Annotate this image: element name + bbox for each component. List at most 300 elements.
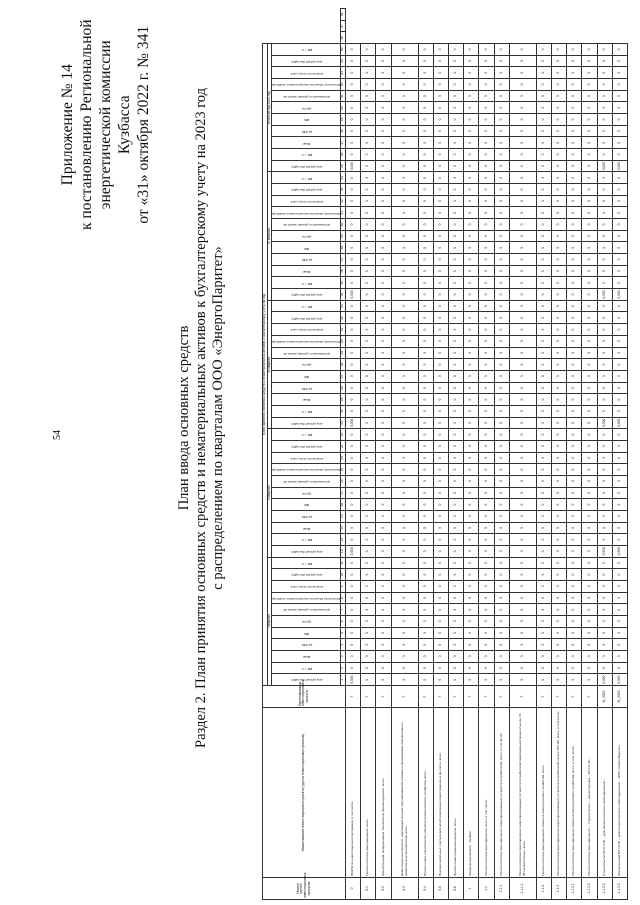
unit-header: другое <box>272 230 341 242</box>
value-cell: 0 <box>391 627 418 639</box>
row-number: 1.1 <box>479 878 494 900</box>
value-cell: 0 <box>597 347 612 359</box>
value-cell: 0 <box>433 114 448 126</box>
value-cell: 0 <box>479 195 494 207</box>
value-cell: 0 <box>391 277 418 289</box>
value-cell: 0 <box>449 674 464 686</box>
value-cell: 0 <box>391 522 418 534</box>
value-cell: 0 <box>582 207 597 219</box>
value-cell: 0 <box>582 90 597 102</box>
value-cell: 0 <box>582 464 597 476</box>
column-index: 2 <box>341 662 346 674</box>
value-cell: 0 <box>376 499 391 511</box>
value-cell: 0 <box>464 604 479 616</box>
column-index: 16 <box>341 499 346 511</box>
value-cell: 0 <box>567 137 582 149</box>
value-cell: 0 <box>509 650 536 662</box>
value-cell: 0 <box>612 219 627 231</box>
column-index: 26 <box>341 382 346 394</box>
value-cell: 0 <box>391 604 418 616</box>
value-cell: 0 <box>479 289 494 301</box>
header-q2: II квартал <box>267 429 272 557</box>
value-cell: 0 <box>552 242 567 254</box>
table-row <box>449 9 464 900</box>
value-cell: 0 <box>582 160 597 172</box>
value-cell: 0 <box>433 137 448 149</box>
value-cell: 0 <box>612 102 627 114</box>
value-cell: 0 <box>582 44 597 56</box>
value-cell: 0 <box>597 440 612 452</box>
row-id: Г <box>479 686 494 708</box>
row-name: Технологическое присоединение энергопринимающих устройств потребителей максимальной мощностью до 15 кВт включительно, всего <box>509 708 536 878</box>
value-cell: 0 <box>479 510 494 522</box>
value-cell: 0 <box>612 114 627 126</box>
value-cell: 0 <box>376 464 391 476</box>
value-cell: 0 <box>464 382 479 394</box>
value-cell: 0 <box>536 359 551 371</box>
value-cell: 0 <box>376 195 391 207</box>
value-cell: 0 <box>567 67 582 79</box>
value-cell: 0 <box>449 604 464 616</box>
value-cell: 0 <box>449 394 464 406</box>
value-cell: 0 <box>391 557 418 569</box>
value-cell: 0 <box>361 429 376 441</box>
page-number: 54 <box>52 430 63 440</box>
value-cell: 0 <box>552 452 567 464</box>
value-cell: 0 <box>536 102 551 114</box>
value-cell: 0 <box>567 184 582 196</box>
value-cell: 0 <box>582 534 597 546</box>
unit-header: МВт <box>272 114 341 126</box>
value-cell: 0 <box>494 452 509 464</box>
row-number: 1.1.3.2 <box>597 878 612 900</box>
value-cell: 0 <box>479 149 494 161</box>
value-cell: 0 <box>552 359 567 371</box>
row-number: 0 <box>346 878 361 900</box>
value-cell: 0 <box>376 452 391 464</box>
value-cell: 0 <box>449 580 464 592</box>
value-cell: 0 <box>433 242 448 254</box>
value-cell: 0 <box>433 639 448 651</box>
value-cell: 0 <box>361 125 376 137</box>
value-cell: 0 <box>479 429 494 441</box>
value-cell: 0 <box>582 335 597 347</box>
row-id: Г <box>509 686 536 708</box>
value-cell: 0,000 <box>346 545 361 557</box>
value-cell: 0 <box>449 149 464 161</box>
value-cell: 0 <box>361 137 376 149</box>
value-cell: 0 <box>346 184 361 196</box>
value-cell: 0 <box>567 347 582 359</box>
row-id: Г <box>433 686 448 708</box>
value-cell: 0 <box>376 650 391 662</box>
value-cell: 0 <box>582 592 597 604</box>
row-id: Г <box>494 686 509 708</box>
value-cell: 0 <box>479 650 494 662</box>
value-cell: 0 <box>552 137 567 149</box>
value-cell: 0 <box>494 394 509 406</box>
value-cell: 0 <box>479 160 494 172</box>
row-name: Технологическое присоединение, всего <box>361 708 376 878</box>
value-cell: 0 <box>433 452 448 464</box>
value-cell: 0 <box>494 429 509 441</box>
value-cell: 0 <box>597 219 612 231</box>
value-cell: 0 <box>552 347 567 359</box>
value-cell: 0 <box>361 639 376 651</box>
value-cell: 0 <box>361 347 376 359</box>
value-cell: 0 <box>449 90 464 102</box>
value-cell: 0 <box>494 487 509 499</box>
value-cell: 0 <box>418 429 433 441</box>
value-cell: 0 <box>509 254 536 266</box>
value-cell: 0 <box>418 604 433 616</box>
value-cell: 0 <box>494 464 509 476</box>
value-cell: 0 <box>536 160 551 172</box>
value-cell: 0 <box>433 289 448 301</box>
value-cell: 0 <box>361 195 376 207</box>
unit-header: Количество объектов электросетевого хозяйства <box>272 464 341 476</box>
unit-header: количество точек учета <box>272 324 341 336</box>
value-cell: 0 <box>552 160 567 172</box>
value-cell: 0 <box>376 90 391 102</box>
value-cell: 0 <box>361 615 376 627</box>
value-cell: 0 <box>464 557 479 569</box>
value-cell: 0 <box>346 510 361 522</box>
row-id: Г <box>391 686 418 708</box>
column-index: 24 <box>341 405 346 417</box>
value-cell: 0 <box>449 44 464 56</box>
value-cell: 0 <box>582 674 597 686</box>
row-number: 0.4 <box>418 878 433 900</box>
column-index: 28 <box>341 359 346 371</box>
value-cell: 0 <box>346 405 361 417</box>
value-cell: 0 <box>464 452 479 464</box>
value-cell: 0 <box>582 627 597 639</box>
value-cell: 0 <box>494 172 509 184</box>
value-cell: 0 <box>479 102 494 114</box>
value-cell: 0 <box>418 312 433 324</box>
value-cell: 0 <box>433 254 448 266</box>
value-cell: 0 <box>612 627 627 639</box>
value-cell: 0 <box>391 114 418 126</box>
value-cell: 0 <box>509 335 536 347</box>
value-cell: 0 <box>464 615 479 627</box>
unit-header: Мвар <box>272 265 341 277</box>
value-cell: 0 <box>433 510 448 522</box>
unit-header: млн рублей (без НДС) <box>272 417 341 429</box>
value-cell: 0 <box>597 382 612 394</box>
value-cell: 0 <box>376 639 391 651</box>
value-cell: 0 <box>391 90 418 102</box>
value-cell: 0 <box>582 417 597 429</box>
value-cell: 0 <box>433 534 448 546</box>
unit-header: млн рублей (без НДС) <box>272 160 341 172</box>
value-cell: 0 <box>449 639 464 651</box>
value-cell: 0 <box>346 172 361 184</box>
value-cell: 0 <box>509 580 536 592</box>
value-cell: 0 <box>449 405 464 417</box>
value-cell: 0 <box>552 230 567 242</box>
value-cell: 0 <box>376 569 391 581</box>
value-cell: 0 <box>376 300 391 312</box>
value-cell: 0 <box>567 254 582 266</box>
value-cell: 0 <box>376 289 391 301</box>
value-cell: 0 <box>464 184 479 196</box>
value-cell: 0 <box>479 394 494 406</box>
value-cell: 0 <box>509 370 536 382</box>
row-number: 0.3 <box>391 878 418 900</box>
value-cell: 0 <box>582 125 597 137</box>
value-cell: 0 <box>494 417 509 429</box>
value-cell: 0 <box>612 592 627 604</box>
value-cell: 0 <box>509 662 536 674</box>
value-cell: 0 <box>612 207 627 219</box>
value-cell: 0 <box>464 114 479 126</box>
value-cell: 0 <box>494 114 509 126</box>
value-cell: 0 <box>376 417 391 429</box>
value-cell: 0 <box>391 184 418 196</box>
row-id: Г <box>346 686 361 708</box>
value-cell: 0 <box>597 650 612 662</box>
value-cell: 0 <box>612 347 627 359</box>
value-cell: 0 <box>494 580 509 592</box>
value-cell: 0 <box>346 347 361 359</box>
value-cell: 0 <box>597 615 612 627</box>
value-cell: 0 <box>346 382 361 394</box>
value-cell: 0 <box>376 592 391 604</box>
value-cell: 0 <box>494 79 509 91</box>
value-cell: 0 <box>552 674 567 686</box>
value-cell: 0 <box>376 522 391 534</box>
value-cell: 0 <box>418 90 433 102</box>
value-cell: 0 <box>346 580 361 592</box>
value-cell: 0 <box>449 534 464 546</box>
value-cell: 0 <box>567 265 582 277</box>
value-cell: 0 <box>464 55 479 67</box>
row-name: Реконструкция, модернизация, техническое перевооружение, всего <box>376 708 391 878</box>
value-cell: 0 <box>582 195 597 207</box>
value-cell: 0 <box>509 207 536 219</box>
value-cell: 0 <box>536 429 551 441</box>
value-cell: 0 <box>552 335 567 347</box>
value-cell: 0 <box>361 359 376 371</box>
row-number: 0.6 <box>449 878 464 900</box>
value-cell: 0 <box>509 55 536 67</box>
column-index: 8 <box>341 592 346 604</box>
value-cell: 0 <box>464 160 479 172</box>
value-cell: 0 <box>536 569 551 581</box>
value-cell: 0 <box>361 499 376 511</box>
value-cell: 0 <box>494 55 509 67</box>
value-cell: 0 <box>567 417 582 429</box>
value-cell: 0 <box>346 312 361 324</box>
value-cell: 0 <box>479 569 494 581</box>
value-cell: 0,000 <box>612 417 627 429</box>
value-cell: 0 <box>509 475 536 487</box>
value-cell: 0 <box>433 405 448 417</box>
value-cell: 0 <box>479 580 494 592</box>
column-index: 36 <box>341 265 346 277</box>
value-cell: 0 <box>567 55 582 67</box>
value-cell: 0 <box>597 277 612 289</box>
table-row <box>612 9 627 900</box>
row-name: Технологическое присоединение энергопринимающих устройств потребителей, всего, в том числе: <box>494 708 509 878</box>
value-cell: 0 <box>582 604 597 616</box>
value-cell: 0 <box>449 440 464 452</box>
value-cell: 0 <box>361 149 376 161</box>
value-cell: 0 <box>567 475 582 487</box>
value-cell: 0 <box>391 440 418 452</box>
column-index: 39 <box>341 230 346 242</box>
header-q3: III квартал <box>267 300 272 428</box>
value-cell: 0 <box>597 55 612 67</box>
value-cell: 0 <box>552 405 567 417</box>
value-cell: 0 <box>418 254 433 266</box>
value-cell: 0 <box>597 335 612 347</box>
value-cell: 0 <box>346 219 361 231</box>
value-cell: 0 <box>612 499 627 511</box>
value-cell: 0 <box>346 254 361 266</box>
value-cell: 0 <box>494 184 509 196</box>
value-cell: 0 <box>509 487 536 499</box>
unit-header: протяженность (длина) линий, км <box>272 219 341 231</box>
value-cell: 0 <box>361 67 376 79</box>
value-cell: 0 <box>346 265 361 277</box>
unit-header: Количество объектов электросетевого хозяйства <box>272 207 341 219</box>
value-cell: 0 <box>567 674 582 686</box>
plan-table-container <box>262 8 628 900</box>
value-cell: 0 <box>449 265 464 277</box>
value-cell: 0 <box>346 277 361 289</box>
value-cell: 0 <box>552 324 567 336</box>
value-cell: 0 <box>582 370 597 382</box>
value-cell: 0 <box>346 55 361 67</box>
value-cell: 0 <box>552 219 567 231</box>
value-cell: 0 <box>582 580 597 592</box>
value-cell: 0 <box>582 312 597 324</box>
value-cell: 0 <box>376 545 391 557</box>
value-cell: 0 <box>418 522 433 534</box>
value-cell: 0 <box>433 545 448 557</box>
value-cell: 0 <box>536 67 551 79</box>
value-cell: 0 <box>567 615 582 627</box>
value-cell: 0 <box>376 510 391 522</box>
value-cell: 0 <box>567 487 582 499</box>
value-cell: 0 <box>536 265 551 277</box>
row-name: Кемеровская область - Кузбасс <box>464 708 479 878</box>
value-cell: 0 <box>582 277 597 289</box>
value-cell: 0 <box>536 674 551 686</box>
unit-header: МВ×А <box>272 557 341 569</box>
value-cell: 0 <box>536 592 551 604</box>
value-cell: 0 <box>494 219 509 231</box>
value-cell: 0 <box>464 475 479 487</box>
unit-header: млн рублей (без НДС) <box>272 674 341 686</box>
value-cell: 0 <box>582 487 597 499</box>
value-cell: 0 <box>346 569 361 581</box>
value-cell: 0 <box>567 440 582 452</box>
value-cell: 0 <box>346 499 361 511</box>
value-cell: 0 <box>612 452 627 464</box>
value-cell: 0 <box>612 370 627 382</box>
value-cell: 0 <box>418 545 433 557</box>
value-cell: 0 <box>597 79 612 91</box>
value-cell: 0 <box>418 382 433 394</box>
value-cell: 0 <box>361 44 376 56</box>
value-cell: 0 <box>346 604 361 616</box>
value-cell: 0 <box>346 452 361 464</box>
value-cell: 0 <box>479 615 494 627</box>
value-cell: 0 <box>612 650 627 662</box>
value-cell: 0 <box>361 592 376 604</box>
value-cell: 0 <box>582 615 597 627</box>
value-cell: 0 <box>346 370 361 382</box>
row-id: М_2023 <box>612 686 627 708</box>
value-cell: 0 <box>582 230 597 242</box>
value-cell: 0 <box>612 44 627 56</box>
value-cell: 0 <box>464 254 479 266</box>
value-cell: 0 <box>464 102 479 114</box>
value-cell: 0 <box>479 522 494 534</box>
value-cell: 0 <box>479 254 494 266</box>
value-cell: 0 <box>464 137 479 149</box>
value-cell: 0 <box>494 102 509 114</box>
value-cell: 0 <box>433 79 448 91</box>
value-cell: 0 <box>582 149 597 161</box>
value-cell: 0 <box>536 44 551 56</box>
value-cell: 0 <box>509 265 536 277</box>
column-index: 22 <box>341 429 346 441</box>
value-cell: 0 <box>418 277 433 289</box>
value-cell: 0 <box>391 417 418 429</box>
value-cell: 0 <box>567 102 582 114</box>
value-cell: 0 <box>433 464 448 476</box>
value-cell: 0 <box>552 429 567 441</box>
value-cell: 0 <box>361 265 376 277</box>
value-cell: 0 <box>597 312 612 324</box>
value-cell: 0 <box>346 44 361 56</box>
value-cell: 0 <box>418 674 433 686</box>
column-index: 49 <box>341 114 346 126</box>
value-cell: 0 <box>509 277 536 289</box>
value-cell: 0 <box>582 440 597 452</box>
value-cell: 0 <box>494 522 509 534</box>
value-cell: 0 <box>552 184 567 196</box>
value-cell: 0 <box>552 569 567 581</box>
unit-header: Мвар <box>272 650 341 662</box>
value-cell: 0 <box>376 475 391 487</box>
value-cell: 0 <box>509 499 536 511</box>
value-cell: 0 <box>376 662 391 674</box>
value-cell: 0 <box>418 464 433 476</box>
value-cell: 0 <box>346 149 361 161</box>
value-cell: 0 <box>346 207 361 219</box>
value-cell: 0 <box>597 137 612 149</box>
value-cell: 0 <box>509 347 536 359</box>
value-cell: 0 <box>433 55 448 67</box>
value-cell: 0 <box>536 254 551 266</box>
value-cell: 0 <box>479 592 494 604</box>
value-cell: 0 <box>391 230 418 242</box>
value-cell: 0 <box>567 242 582 254</box>
value-cell: 0 <box>464 534 479 546</box>
value-cell: 0 <box>464 440 479 452</box>
value-cell: 0 <box>479 487 494 499</box>
value-cell: 0 <box>597 324 612 336</box>
value-cell: 0 <box>536 557 551 569</box>
header-name: Наименование инвестиционного проекта (группы инвестиционных проектов) <box>263 708 346 878</box>
value-cell: 0 <box>552 312 567 324</box>
